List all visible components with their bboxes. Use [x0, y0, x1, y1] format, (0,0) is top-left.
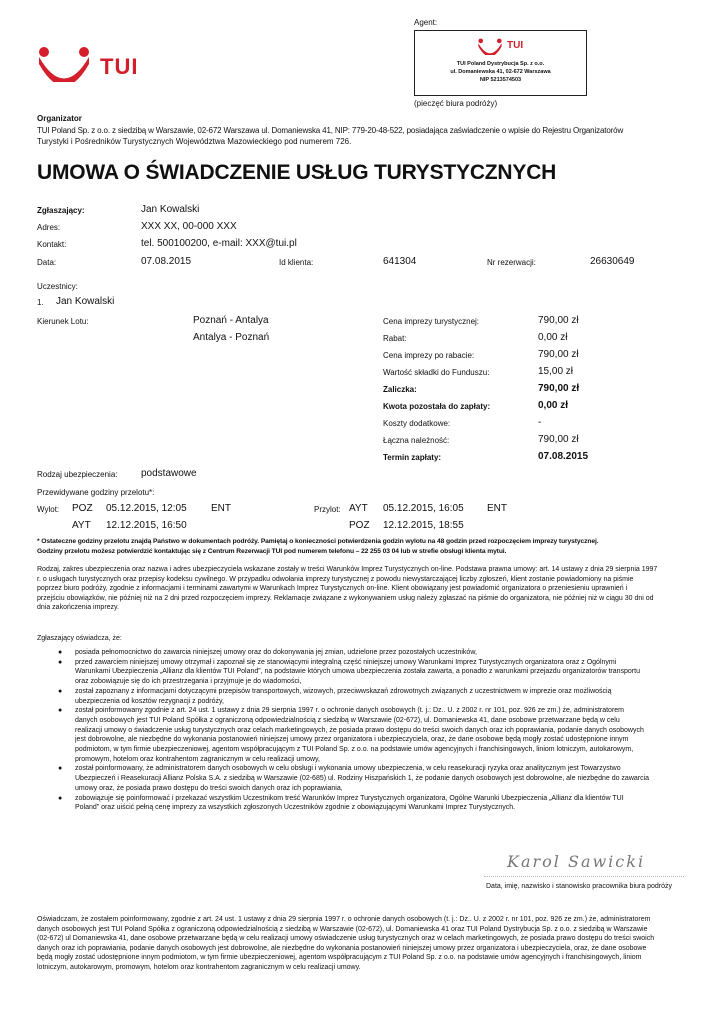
logo-text: TUI [100, 54, 139, 79]
client-id-label: Id klienta: [279, 258, 314, 267]
agent-label: Agent: [414, 18, 438, 27]
flight-direction-label: Kierunek Lotu: [37, 317, 89, 326]
address-value: XXX XX, 00-000 XXX [141, 221, 237, 232]
insurance-paragraph: Rodzaj, zakres ubezpieczenia oraz nazwa i adres ubezpieczyciela wskazane zostały w treści Warunków Imprez Turystycznych on-line. Podstawa prawna umowy: art. 14 ustawy z dnia 29 sierpnia 1997 r. o usługach turystycznych oraz przepisy kodeksu cywilnego. W przypadku odwołania imprezy turystycznej z powodu niewystarczającej liczby zgłoszeń, klient zostanie powiadomiony na piśmie poprzez biuro podróży, zgodnie z informacjami i terminami zawartymi w Warunkach Imprez Turystycznych on-line. Klient obowiązany jest powiadomić organizatora o przeniesieniu uprawnień i przejściu obowiązków, nie później niż na 2 dni przed rozpoczęciem imprezy. Reklamacje związane z wykonywaniem usług należy zgłaszać na piśmie do organizatora, nie później niż w ciągu 30 dni od dnia zakończenia imprezy. [37, 566, 658, 612]
dep-info-1: ENT [211, 503, 231, 514]
stamp-logo-icon [477, 37, 503, 55]
dep-code-2: AYT [72, 520, 91, 531]
date-label: Data: [37, 258, 57, 267]
insurance-label: Rodzaj ubezpieczenia: [37, 470, 118, 479]
list-item: ● został zapoznany z informacjami dotyczącymi przepisów transportowych, wizowych, przeciwwskazań zdrowotnych związanych z uczestnictwem w imprezie oraz możliwością ubezpieczenia od kosztów rezygnacji z podróży, [37, 687, 692, 706]
route-return: Antalya - Poznań [193, 332, 270, 343]
dep-date-2: 12.12.2015, 16:50 [106, 520, 187, 531]
stamp-logo-text: TUI [507, 40, 524, 51]
dep-date-1: 05.12.2015, 12:05 [106, 503, 187, 514]
pricing-row: Cena imprezy po rabacie: 790,00 zł [383, 349, 579, 360]
organizer-line-2: Turystyki i Pośredników Turystycznych Województwa Mazowieckiego pod numerem 726. [37, 137, 352, 146]
participant-number: 1. [37, 298, 44, 307]
list-item: ● przed zawarciem niniejszej umowy otrzymał i zapoznał się ze stanowiącymi integralną część niniejszej umowy Warunkami Imprez Turystycznych organizatora oraz z Ogólnymi Warunkami Ubezpieczenia „Allianz dla klientów TUI Poland”, na podstawie których umowa ubezpieczenia została zawarta, a ponadto z warunkami przejazdu organizatorów transportu oraz zobowiązuje się do ich przestrzegania i przyjmuje je do wiadomości, [37, 658, 692, 687]
pricing-row: Rabat: 0,00 zł [383, 332, 568, 343]
list-item: ● zobowiązuje się poinformować i przekazać wszystkim Uczestnikom treść Warunków Imprez Turystycznych organizatora, Ogólne Warunki Ubezpieczenia „Allianz dla klientów TUI Poland” oraz uiścić pełną cenę imprezy za wszystkich zgłoszonych Uczestników zgodnie z obowiązującymi Warunkami Imprez Turystycznych. [37, 794, 692, 813]
participant-name: Jan Kowalski [56, 296, 115, 307]
dep-code-1: POZ [72, 503, 93, 514]
pricing-row: Koszty dodatkowe: - [383, 417, 542, 428]
pricing-row: Zaliczka: 790,00 zł [383, 383, 580, 394]
arr-date-2: 12.12.2015, 18:55 [383, 520, 464, 531]
arr-code-2: POZ [349, 520, 370, 531]
organizer-heading: Organizator [37, 114, 82, 123]
arr-date-1: 05.12.2015, 16:05 [383, 503, 464, 514]
agent-stamp-box [414, 30, 587, 96]
signature-line [484, 876, 684, 877]
tui-logo [36, 44, 146, 84]
insurance-value: podstawowe [141, 468, 197, 479]
departure-label: Wylot: [37, 505, 60, 514]
route-outbound: Poznań - Antalya [193, 315, 269, 326]
list-item: ● został poinformowany zgodnie z art. 24 ust. 1 ustawy z dnia 29 sierpnia 1997 r. o ochronie danych osobowych (t. j.: Dz.. U. z 2002 r. nr 101, poz. 926 ze zm.) że, administratorem danych osobowych jest TUI Poland Spółka z ograniczoną odpowiedzialnością z siedzibą w Warszawie (02-672), ul. Domaniewska 41, dane osobowe przetwarzane będą w celu realizacji umowy o świadczenie usług turystycznych oraz celach marketingowych, że posiada prawo dostępu do treści swoich danych oraz ich poprawiania, podanie danych osobowych jest dobrowolne, ale niezbędne do wykonania postanowień niniejszej umowy przez organizatora i ubezpieczyciela, oraz, że dane osobowe będą mogły zostać udostępnione innym podmiotom, w tym firmie ubezpieczeniowej, agentom współpracującym z TUI Poland Sp. z o.o. na podstawie umów agencyjnych i franchisingowych, liniom lotniczym, autokarowym, promowym, hotelom oraz kontrahentom zagranicznym w celu realizacji umowy, [37, 706, 692, 764]
arr-code-1: AYT [349, 503, 368, 514]
declaration-list [37, 648, 692, 813]
pricing-row: Cena imprezy turystycznej: 790,00 zł [383, 315, 579, 326]
arr-info-1: ENT [487, 503, 507, 514]
contact-value: tel. 500100200, e-mail: XXX@tui.pl [141, 238, 297, 249]
flights-note-line-2: Godziny przelotu możesz potwierdzić kontaktując się z Centrum Rezerwacji TUI pod numerem telefonu – 22 255 03 04 lub w strefie obsługi klienta mytui. [37, 548, 507, 555]
contact-label: Kontakt: [37, 240, 67, 249]
reservation-value: 26630649 [590, 256, 635, 267]
client-id-value: 641304 [383, 256, 417, 267]
flights-note-line-1: * Ostateczne godziny przelotu znajdą Państwo w dokumentach podróży. Pamiętaj o konieczności potwierdzenia godzin wylotu na 48 godzin przed rozpoczęciem imprezy turystycznej. [37, 538, 599, 545]
pricing-row: Termin zapłaty: 07.08.2015 [383, 451, 589, 462]
declaration-intro: Zgłaszający oświadcza, że: [37, 635, 122, 642]
flights-label: Przewidywane godziny przelotu*: [37, 488, 155, 497]
participants-label: Uczestnicy: [37, 282, 78, 291]
stamp-line-3: NIP 5213574503 [479, 77, 522, 83]
page-title: UMOWA O ŚWIADCZENIE USŁUG TURYSTYCZNYCH [37, 161, 557, 184]
pricing-row: Kwota pozostała do zapłaty: 0,00 zł [383, 400, 569, 411]
final-paragraph: Oświadczam, że zostałem poinformowany, zgodnie z art. 24 ust. 1 ustawy z dnia 29 sierpnia 1997 r. o ochronie danych osobowych (t. j.: Dz.. U. z 2002 r. nr 101, poz. 926 ze zm.) że, administratorem danych osobowych jest TUI Poland Spółka z ograniczoną odpowiedzialnością z siedzibą w Warszawie (02-672), ul. Domaniewska 41 oraz TUI Poland Dystrybucja Sp. z o.o. z siedzibą w Warszawie (02-672) ul Domaniewska 41, dane osobowe przetwarzane będą w celu realizacji umowy oświadczenie usług turystycznych oraz w celach marketingowych, że posiada prawo dostępu do treści swoich danych oraz ich poprawiania, podanie danych osobowych jest dobrowolne, ale niezbędne do wykonania postanowień niniejszej umowy przez organizatora i ubezpieczyciela, oraz, że dane osobowe będą mogły zostać udostępnione innym podmiotom, w tym firmie ubezpieczeniowej, agentom współpracującym z TUI Poland Sp. z o.o. na podstawie umów agencyjnych i franchisingowych, liniom lotniczym, autokarowym, promowym, hotelom oraz kontrahentom zagranicznym w celu realizacji umowy. [37, 916, 655, 971]
arrival-label: Przylot: [314, 505, 341, 514]
stamp-line-2: ul. Domaniewska 41, 02-672 Warszawa [450, 69, 551, 75]
applicant-label: Zgłaszający: [37, 206, 85, 215]
signature-caption: Data, imię, nazwisko i stanowisko pracownika biura podróży [486, 883, 672, 890]
date-value: 07.08.2015 [141, 256, 192, 267]
list-item: ● został poinformowany, że administratorem danych osobowych w celu obsługi i wykonania umowy ubezpieczenia, w celu reasekuracji ryzyka oraz analitycznym jest Towarzystwo Ubezpieczeń i Reasekuracji Allianz Polska S.A. z siedzibą w Warszawie (02-685) ul. Rodziny Hiszpańskich 1, że podanie danych osobowych jest dobrowolne, ale niezbędne do zawarcia umowy oraz, że posiada prawo dostępu do treści swoich danych oraz ich poprawiania, [37, 764, 692, 793]
agent-caption: (pieczęć biura podróży) [414, 99, 498, 108]
signature-handwriting: Karol Sawicki [507, 852, 646, 871]
tui-smile-icon [36, 44, 92, 82]
pricing-row: Wartość składki do Funduszu: 15,00 zł [383, 366, 574, 377]
list-item: ● posiada pełnomocnictwo do zawarcia niniejszej umowy oraz do dokonywania jej zmian, udzielone przez pozostałych uczestników, [37, 648, 692, 658]
organizer-line-1: TUI Poland Sp. z o.o. z siedzibą w Warszawie, 02-672 Warszawa ul. Domaniewska 41, NIP: 779-20-48-522, posiadająca zaświadczenie o wpisie do Rejestru Organizatorów [37, 126, 624, 135]
reservation-label: Nr rezerwacji: [487, 258, 536, 267]
applicant-value: Jan Kowalski [141, 204, 200, 215]
stamp-line-1: TUI Poland Dystrybucja Sp. z o.o. [456, 61, 545, 67]
pricing-row: Łączna należność: 790,00 zł [383, 434, 579, 445]
address-label: Adres: [37, 223, 61, 232]
